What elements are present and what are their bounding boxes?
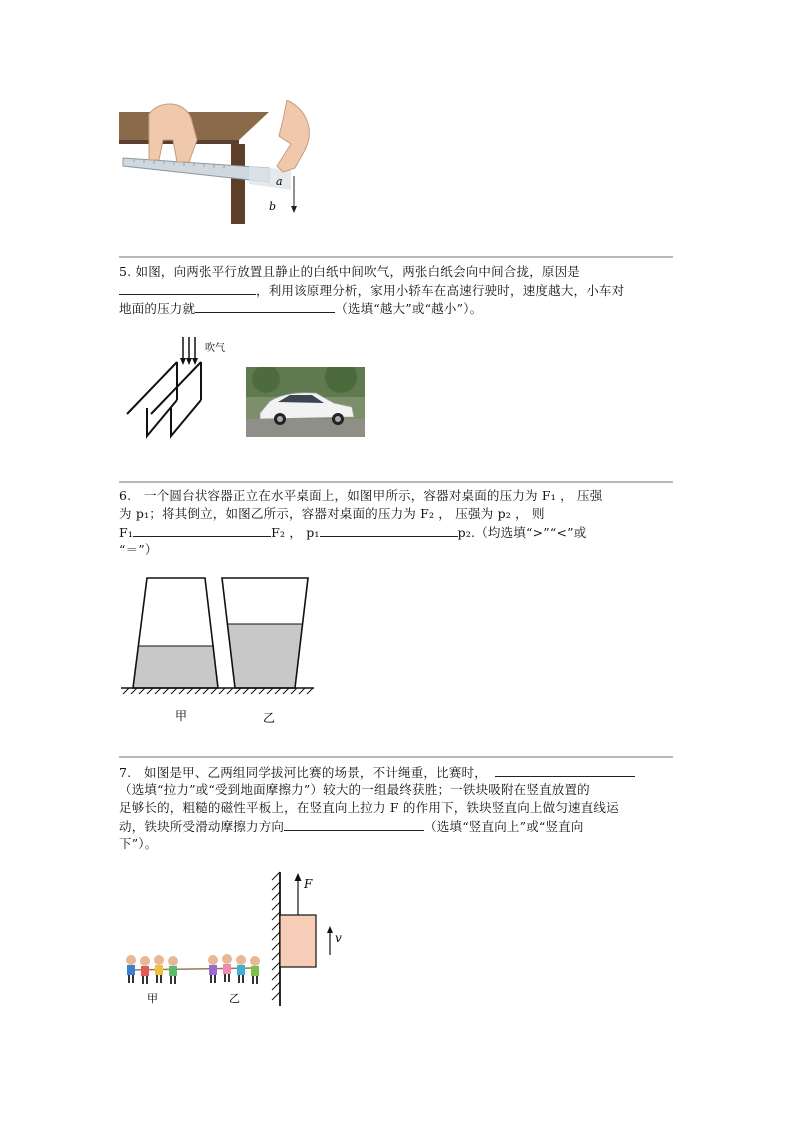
- q7-line4: 动，铁块所受滑动摩擦力方向 （选填“竖直向上”或“竖直向: [119, 819, 584, 834]
- q6-line2: 为 p₁；将其倒立，如图乙所示，容器对桌面的压力为 F₂ ， 压强为 p₂ ， 则: [119, 506, 545, 521]
- container-figure: [119, 570, 319, 730]
- q6-line1: 6. 一个圆台状容器正立在水平桌面上，如图甲所示，容器对桌面的压力为 F₁ ， 压强: [119, 488, 603, 503]
- iron-block: [280, 915, 316, 967]
- q5-line3: 地面的压力就 （选填“越大”或“越小”）。: [119, 301, 483, 316]
- q7-line1: 7. 如图是甲、乙两组同学拔河比赛的场景，不计绳重，比赛时，: [119, 763, 635, 782]
- ruler-table-figure: [119, 100, 319, 225]
- paper-sheets: [127, 362, 201, 436]
- divider-q6: [119, 481, 673, 483]
- label-b: b: [269, 200, 277, 213]
- q7-blank-2[interactable]: [284, 817, 424, 831]
- q5-blank-2[interactable]: [195, 299, 335, 313]
- divider-q5: [119, 256, 673, 258]
- q7-line2: （选填“拉力”或“受到地面摩擦力”）较大的一组最终获胜；一铁块吸附在竖直放置的: [119, 782, 590, 797]
- label-a: a: [276, 175, 283, 188]
- q5-blank-1[interactable]: [119, 281, 256, 295]
- q5-line2: ，利用该原理分析，家用小轿车在高速行驶时，速度越大，小车对: [119, 281, 624, 300]
- ground-hatch: [123, 688, 313, 694]
- tug-of-war-figure: [119, 948, 267, 1008]
- label-jia: 甲: [175, 709, 188, 723]
- iron-block-figure: [268, 870, 358, 1010]
- q7-line5: 下”）。: [119, 836, 158, 851]
- q6-line4: “＝”）: [119, 542, 158, 557]
- hand-right: [277, 100, 309, 172]
- label-team-jia: 甲: [147, 992, 158, 1005]
- car-photo: [246, 367, 365, 437]
- table-leg: [231, 144, 245, 224]
- label-v: v: [335, 931, 342, 945]
- paper-blow-figure: [119, 332, 229, 444]
- q7-blank-1[interactable]: [495, 763, 635, 777]
- label-team-yi: 乙: [229, 992, 240, 1005]
- q6-blank-2[interactable]: [320, 523, 458, 537]
- label-yi: 乙: [263, 711, 276, 725]
- label-F: F: [304, 877, 313, 891]
- q6-line3: F₁ F₂ ， p₁ p₂.（均选填“>”“<”或: [119, 525, 587, 540]
- q6-blank-1[interactable]: [133, 523, 271, 537]
- divider-q7: [119, 756, 673, 758]
- q7-line3: 足够长的，粗糙的磁性平板上，在竖直向上拉力 F 的作用下，铁块竖直向上做匀速直线运: [119, 800, 619, 815]
- q5-line1: 5. 如图，向两张平行放置且静止的白纸中间吹气，两张白纸会向中间合拢，原因是: [119, 264, 581, 279]
- label-blow: 吹气: [205, 343, 225, 354]
- wall-hatch: [272, 872, 280, 1000]
